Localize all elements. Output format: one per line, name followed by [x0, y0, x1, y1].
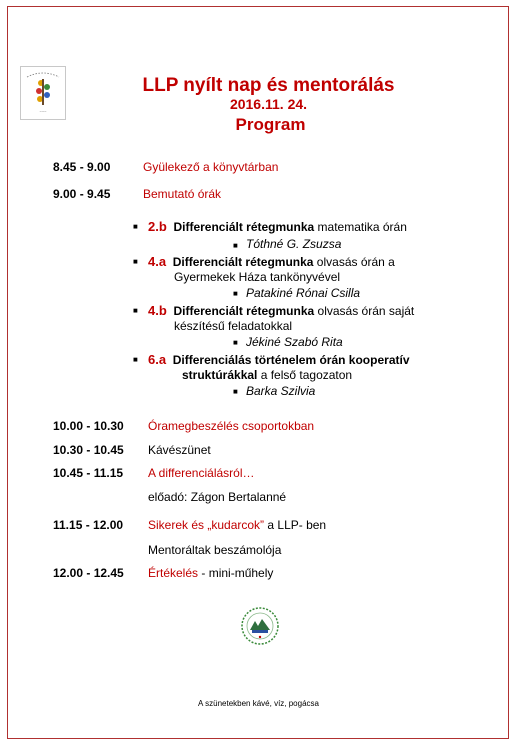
lesson-title: Differenciált rétegmunka	[173, 304, 315, 318]
lesson-subject-line2	[182, 368, 352, 382]
bullet-icon: ■	[133, 355, 138, 364]
schedule-time: 10.45 - 11.15	[53, 466, 124, 480]
bullet-icon: ■	[133, 222, 138, 231]
lesson-subject-line2: Gyermekek Háza tankönyvével	[174, 270, 341, 284]
lesson-item	[148, 352, 410, 367]
schedule-activity: Gyülekező a könyvtárban	[143, 160, 279, 174]
program-heading: Program	[235, 115, 306, 134]
footer-note: A szünetekben kávé, víz, pogácsa	[198, 699, 319, 708]
event-date: 2016.11. 24.	[229, 96, 308, 112]
schedule-activity: Kávészünet	[148, 443, 211, 457]
program-logo	[240, 606, 280, 646]
schedule-time: 9.00 - 9.45	[53, 187, 111, 201]
schedule-time: 10.30 - 10.45	[53, 443, 124, 457]
lesson-teacher: Jékiné Szabó Rita	[246, 335, 343, 349]
lesson-title: Differenciált rétegmunka	[172, 255, 314, 269]
lesson-title: Differenciálás történelem órán kooperatív	[172, 353, 410, 367]
schedule-activity: Óramegbeszélés csoportokban	[148, 419, 315, 433]
lesson-subject: a felső tagozaton	[257, 368, 353, 382]
svg-text:~~~: ~~~	[39, 109, 47, 114]
schedule-activity-rest: a LLP- ben	[264, 518, 327, 532]
schedule-activity: előadó: Zágon Bertalanné	[148, 490, 287, 504]
schedule-time: 8.45 - 9.00	[53, 160, 111, 174]
schedule-activity	[148, 566, 273, 580]
lesson-subject: olvasás órán saját	[314, 304, 415, 318]
lesson-subject-line2: készítésű feladatokkal	[174, 319, 293, 333]
lesson-item	[148, 254, 395, 269]
schedule-activity	[148, 518, 326, 532]
lesson-title: Differenciált rétegmunka	[173, 220, 315, 234]
bullet-icon: ■	[233, 241, 238, 250]
bullet-icon: ■	[133, 257, 138, 266]
lesson-title-cont: struktúrákkal	[182, 368, 258, 382]
lesson-subject: matematika órán	[314, 220, 407, 234]
schedule-time: 10.00 - 10.30	[53, 419, 124, 433]
schedule-time: 11.15 - 12.00	[53, 518, 124, 532]
schedule-activity: A differenciálásról…	[148, 466, 255, 480]
bullet-icon: ■	[133, 306, 138, 315]
page-title: LLP nyílt nap és mentorálás	[142, 75, 395, 96]
lesson-item	[148, 219, 407, 234]
lesson-item	[148, 303, 414, 318]
lesson-teacher: Barka Szilvia	[246, 384, 316, 398]
lesson-class: 4.b	[148, 303, 167, 318]
schedule-activity: Bemutató órák	[143, 187, 222, 201]
lesson-class: 4.a	[148, 254, 167, 269]
schedule-activity-rest: - mini-műhely	[198, 566, 274, 580]
schedule-activity-highlight: Értékelés	[148, 566, 199, 580]
schedule-activity: Mentoráltak beszámolója	[148, 543, 282, 557]
bullet-icon: ■	[233, 387, 238, 396]
lesson-teacher: Tóthné G. Zsuzsa	[246, 237, 342, 251]
schedule-activity-highlight: Sikerek és „kudarcok”	[148, 518, 265, 532]
lesson-class: 2.b	[148, 219, 167, 234]
schedule-time: 12.00 - 12.45	[53, 566, 124, 580]
lesson-subject: olvasás órán a	[313, 255, 395, 269]
bullet-icon: ■	[233, 338, 238, 347]
lesson-teacher: Patakiné Rónai Csilla	[246, 286, 361, 300]
lesson-class: 6.a	[148, 352, 167, 367]
bullet-icon: ■	[233, 289, 238, 298]
